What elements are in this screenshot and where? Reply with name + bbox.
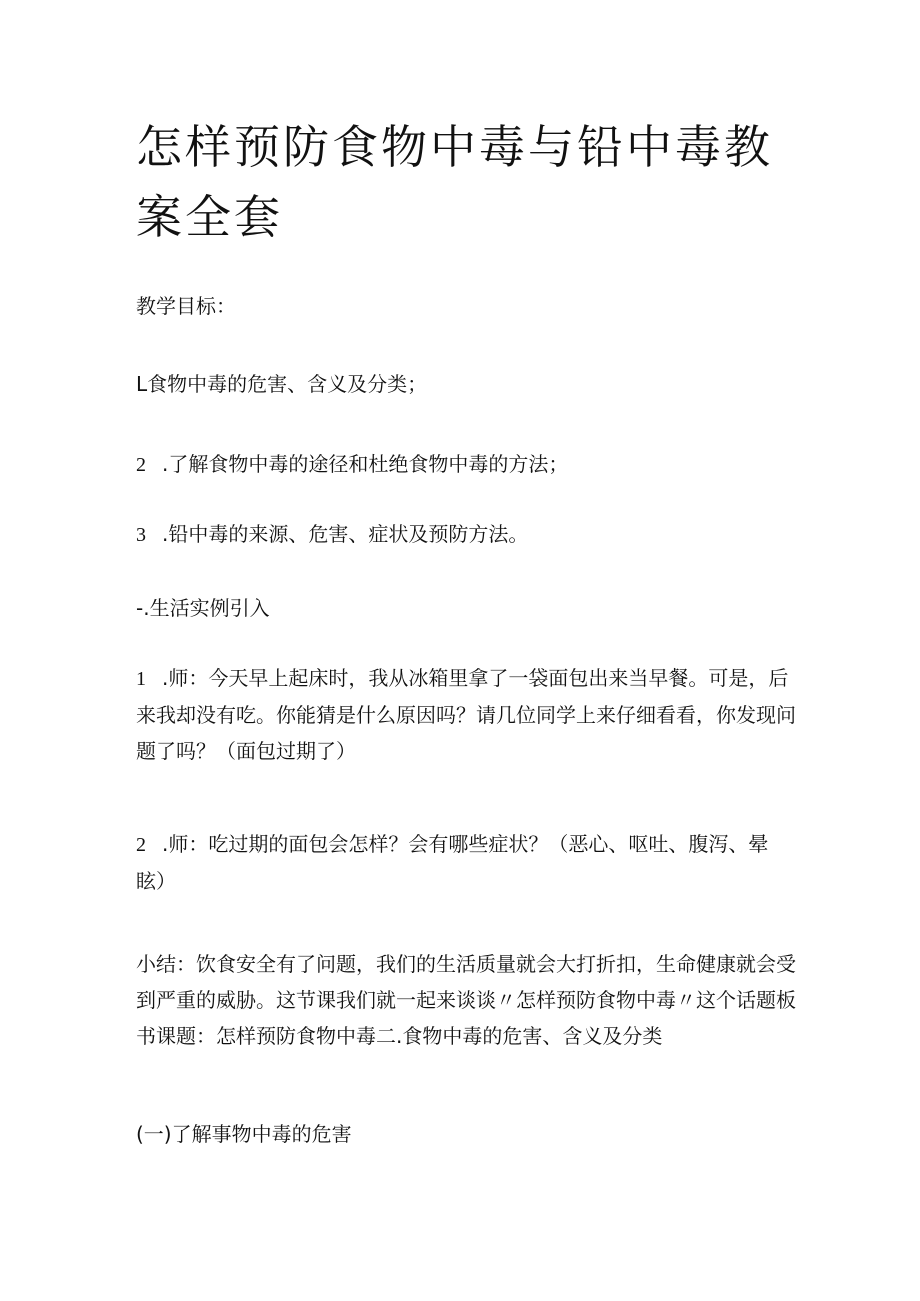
objective-2-number: 2 — [136, 454, 146, 476]
paragraph-1 — [136, 660, 796, 769]
document-title: 怎样预防食物中毒与铅中毒教案全套 — [136, 120, 773, 244]
subsection-heading: (一)了解事物中毒的危害 — [136, 1122, 352, 1146]
objective-3-number: 3 — [136, 524, 146, 546]
summary-paragraph: 小结：饮食安全有了问题，我们的生活质量就会大打折扣，生命健康就会受到严重的威胁。这节课我们就一起来谈谈〃怎样预防食物中毒〃这个话题板书课题：怎样预防食物中毒二.食物中毒的危害、含义及分类 — [136, 952, 796, 1048]
objective-2-text: .了解食物中毒的途径和杜绝食物中毒的方法； — [162, 452, 569, 476]
paragraph-2-text: .师：吃过期的面包会怎样？会有哪些症状？（恶心、呕吐、腹泻、晕眩） — [136, 832, 769, 893]
objectives-heading: 教学目标： — [136, 294, 236, 318]
objective-3 — [136, 516, 796, 553]
paragraph-2-number: 2 — [136, 834, 146, 856]
objective-1: L食物中毒的危害、含义及分类； — [136, 372, 428, 396]
section-heading-intro: -.生活实例引入 — [136, 596, 270, 620]
objective-3-text: .铅中毒的来源、危害、症状及预防方法。 — [162, 522, 529, 546]
objective-2 — [136, 446, 796, 483]
paragraph-2 — [136, 826, 796, 899]
paragraph-1-number: 1 — [136, 668, 146, 690]
paragraph-1-text: .师：今天早上起床时，我从冰箱里拿了一袋面包出来当早餐。可是，后来我却没有吃。你能猜是什么原因吗？请几位同学上来仔细看看，你发现问题了吗？（面包过期了） — [136, 666, 796, 763]
